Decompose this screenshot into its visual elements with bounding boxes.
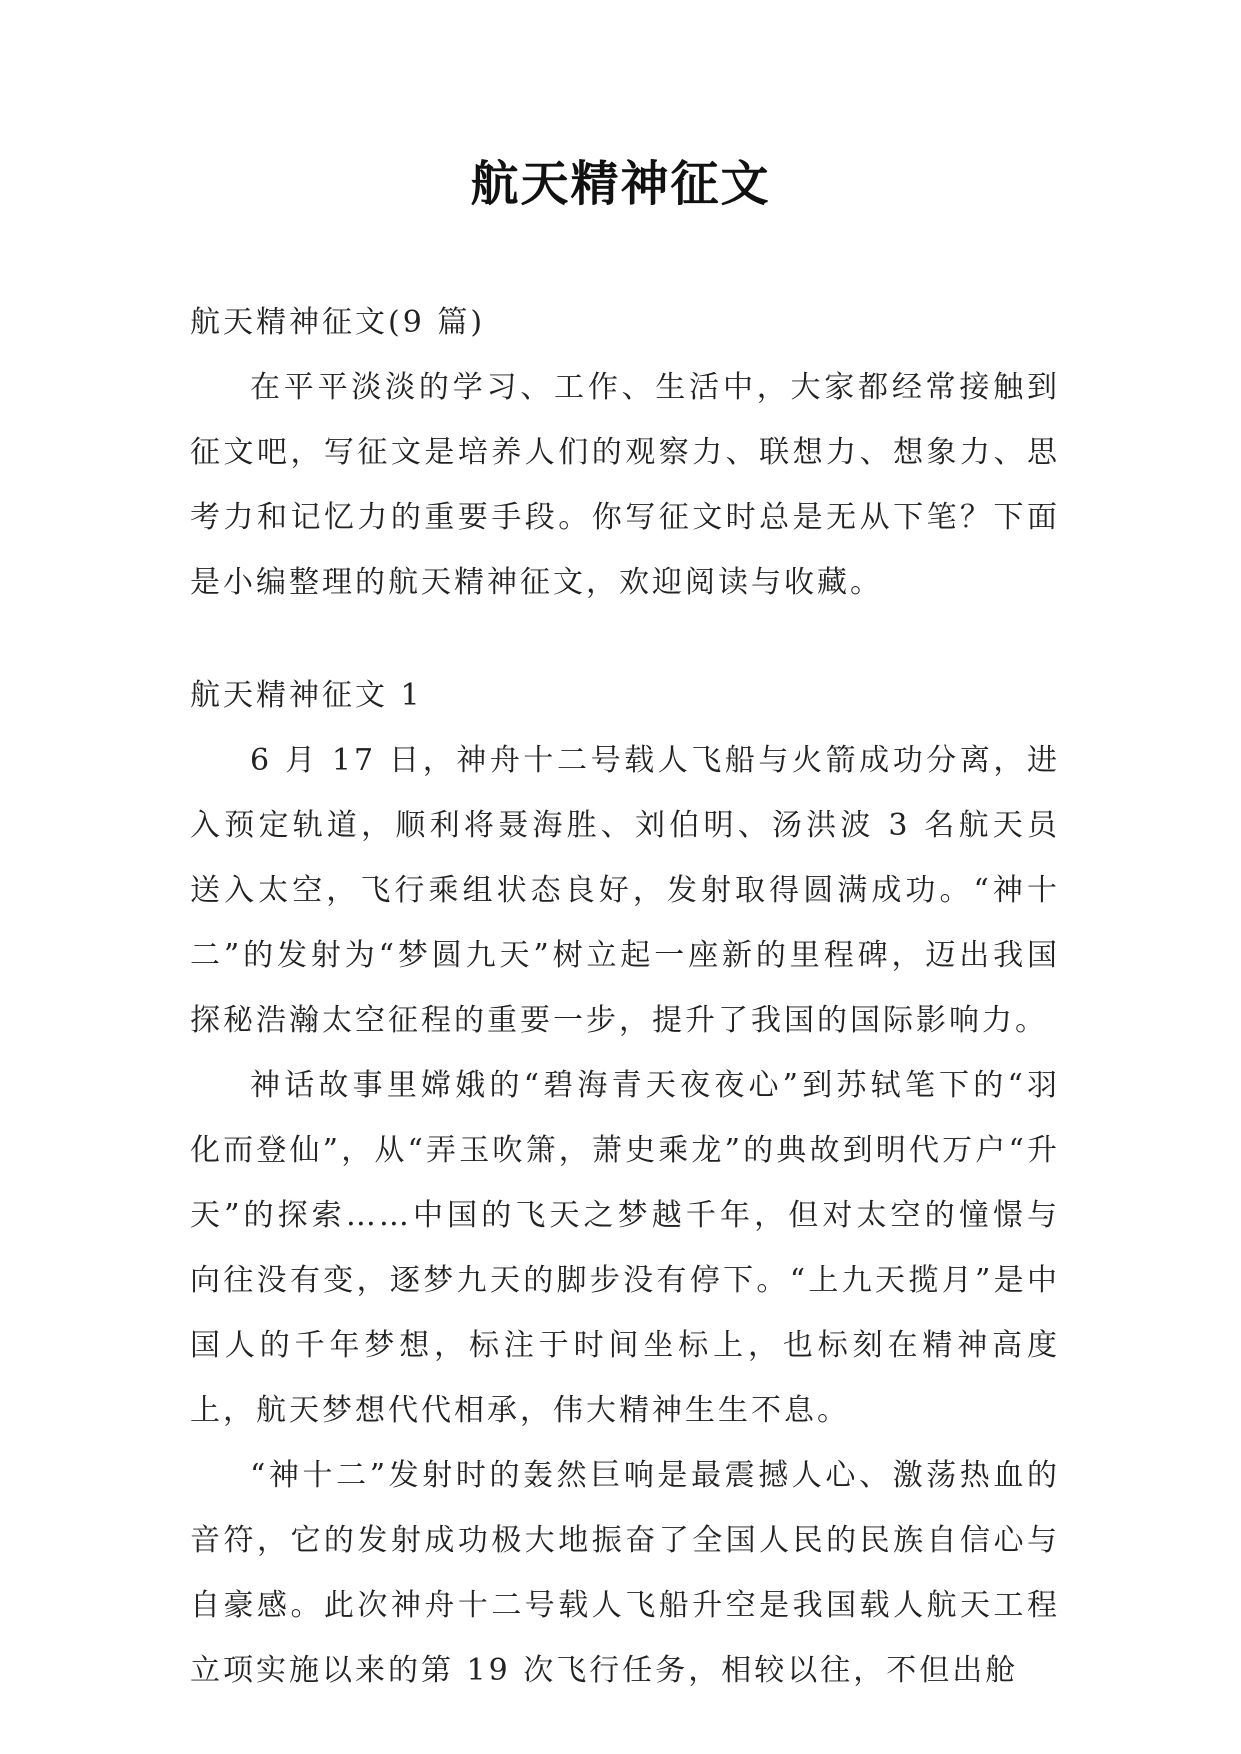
body-paragraph-2: 神话故事里嫦娥的“碧海青天夜夜心”到苏轼笔下的“羽化而登仙”，从“弄玉吹箫，萧史乘龙”的典故到明代万户“升天”的探索……中国的飞天之梦越千年，但对太空的憧憬与向往没有变，逐梦九天的脚步没有停下。“上九天揽月”是中国人的千年梦想，标注于时间坐标上，也标刻在精神高度上，航天梦想代代相承，伟大精神生生不息。 [190, 1068, 1060, 1428]
body-paragraph-1: 6 月 17 日，神舟十二号载人飞船与火箭成功分离，进入预定轨道，顺利将聂海胜、刘伯明、汤洪波 3 名航天员送入太空，飞行乘组状态良好，发射取得圆满成功。“神十二”的发射为“梦圆九天”树立起一座新的里程碑，迈出我国探秘浩瀚太空征程的重要一步，提升了我国的国际影响力。 [190, 743, 1060, 1038]
document-subtitle: 航天精神征文(9 篇) [190, 305, 486, 340]
intro-paragraph: 在平平淡淡的学习、工作、生活中，大家都经常接触到征文吧，写征文是培养人们的观察力、联想力、想象力、思考力和记忆力的重要手段。你写征文时总是无从下笔？下面是小编整理的航天精神征文，欢迎阅读与收藏。 [190, 370, 1060, 600]
section-heading: 航天精神征文 1 [190, 678, 423, 713]
document-body [190, 290, 1060, 1703]
body-paragraph-3: “神十二”发射时的轰然巨响是最震撼人心、激荡热血的音符，它的发射成功极大地振奋了全国人民的民族自信心与自豪感。此次神舟十二号载人飞船升空是我国载人航天工程立项实施以来的第 19 次飞行任务，相较以往，不但出舱 [190, 1458, 1060, 1688]
document-title: 航天精神征文 [470, 156, 771, 212]
